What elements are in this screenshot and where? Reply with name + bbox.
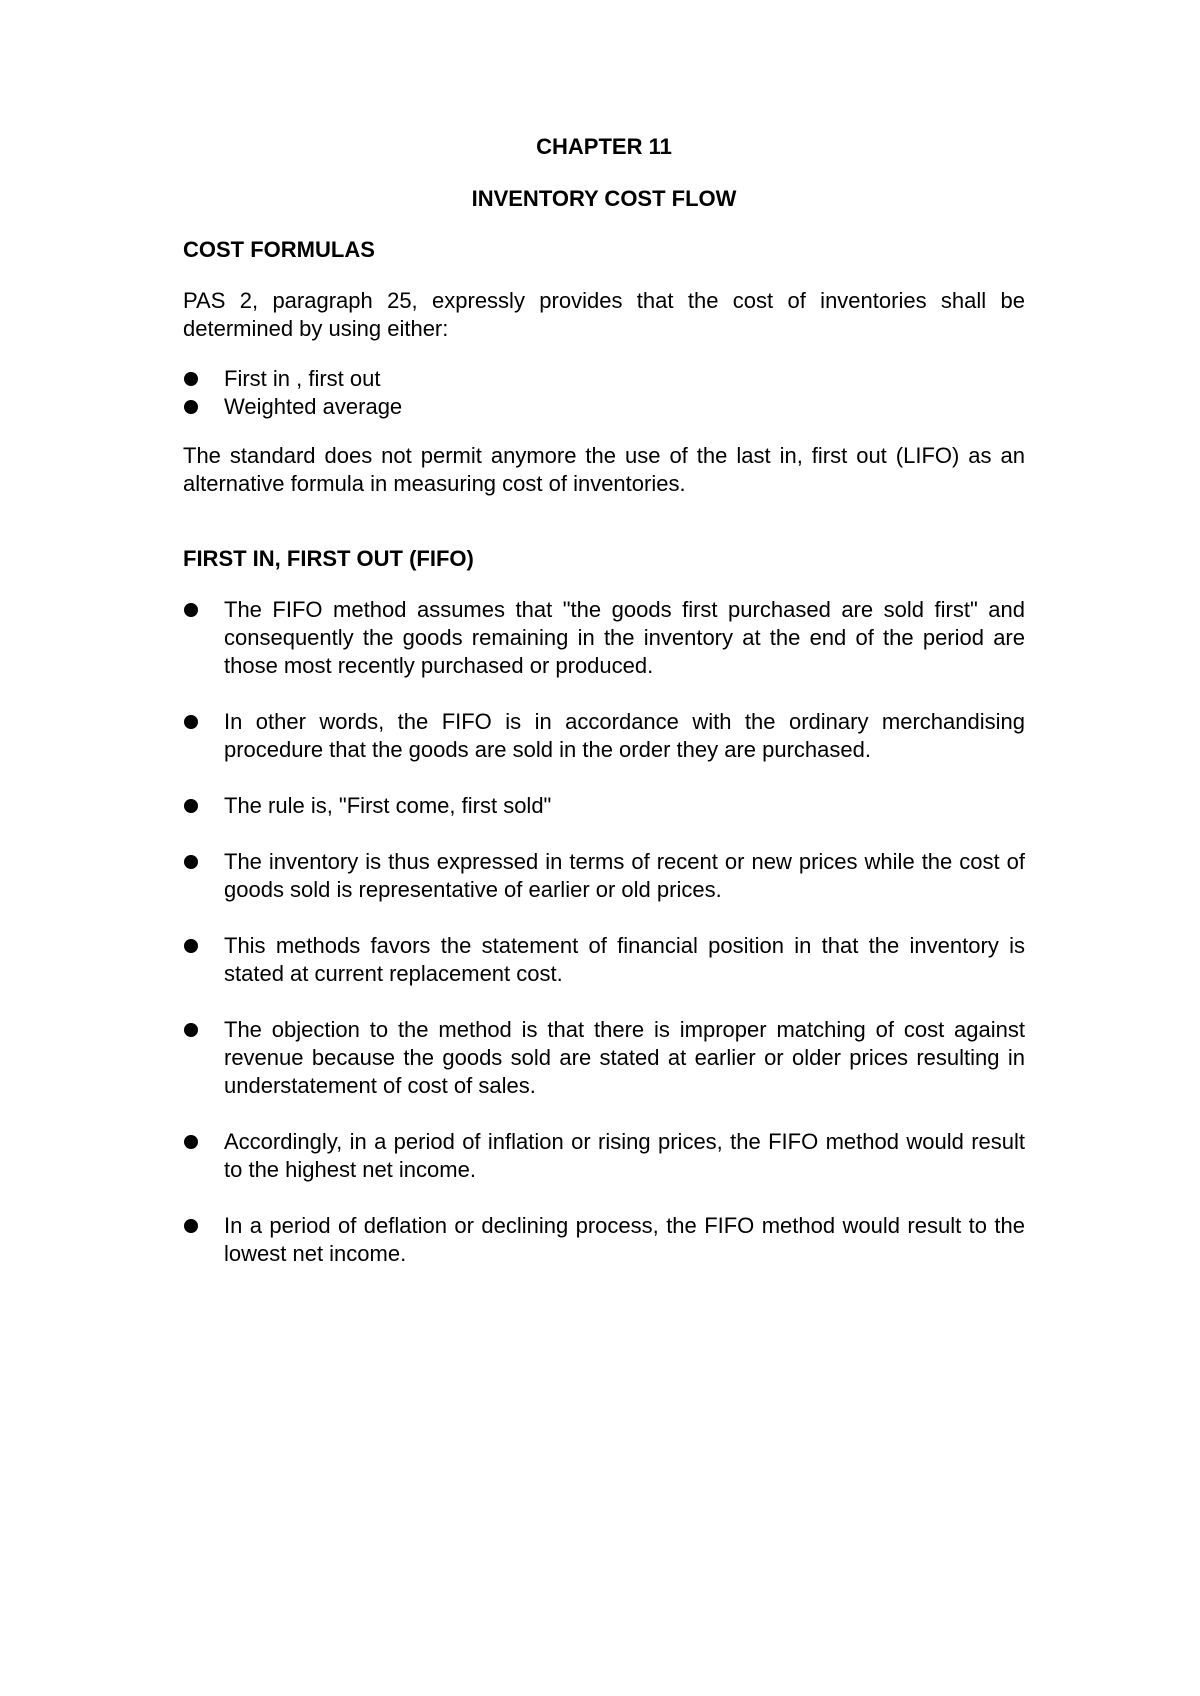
- list-item-text: In a period of deflation or declining process, the FIFO method would result to the lowest net income.: [224, 1213, 1025, 1266]
- list-item-text: The objection to the method is that there is improper matching of cost against revenue because the goods sold are stated at earlier or older prices resulting in understatement of cost of sales.: [224, 1017, 1025, 1098]
- list-item: [183, 792, 1025, 820]
- document-title: INVENTORY COST FLOW: [471, 186, 737, 211]
- bullet-icon: [184, 1219, 198, 1233]
- list-item-text: Weighted average: [224, 394, 403, 419]
- bullet-icon: [184, 1135, 198, 1149]
- list-item: [183, 1016, 1025, 1100]
- chapter-heading: CHAPTER 11: [536, 134, 672, 159]
- list-item-text: Accordingly, in a period of inflation or rising prices, the FIFO method would result to the highest net income.: [224, 1129, 1025, 1182]
- intro-paragraph: PAS 2, paragraph 25, expressly provides that the cost of inventories shall be determined by using either:: [183, 288, 1025, 341]
- lifo-paragraph: The standard does not permit anymore the use of the last in, first out (LIFO) as an alternative formula in measuring cost of inventories.: [183, 443, 1025, 496]
- list-item-text: This methods favors the statement of financial position in that the inventory is stated at current replacement cost.: [224, 933, 1025, 986]
- bullet-icon: [184, 715, 198, 729]
- cost-formula-list: [183, 365, 1025, 421]
- bullet-icon: [184, 799, 198, 813]
- list-item: [183, 365, 1025, 393]
- list-item: [183, 1212, 1025, 1268]
- list-item: [183, 932, 1025, 988]
- bullet-icon: [184, 1023, 198, 1037]
- list-item-text: The rule is, "First come, first sold": [224, 793, 552, 818]
- list-item-text: In other words, the FIFO is in accordance with the ordinary merchandising procedure that the goods are sold in the order they are purchased.: [224, 709, 1025, 762]
- list-item: [183, 1128, 1025, 1184]
- bullet-icon: [184, 939, 198, 953]
- section-heading-cost-formulas: COST FORMULAS: [183, 237, 375, 262]
- list-item: [183, 596, 1025, 680]
- list-item: [183, 708, 1025, 764]
- bullet-icon: [184, 372, 198, 386]
- list-item: [183, 848, 1025, 904]
- bullet-icon: [184, 400, 198, 414]
- list-item-text: The FIFO method assumes that "the goods first purchased are sold first" and consequently the goods remaining in the inventory at the end of the period are those most recently purchased or produced.: [224, 597, 1025, 678]
- bullet-icon: [184, 603, 198, 617]
- list-item-text: First in , first out: [224, 366, 381, 391]
- section-heading-fifo: FIRST IN, FIRST OUT (FIFO): [183, 546, 474, 571]
- list-item: [183, 393, 1025, 421]
- fifo-bullet-list: [183, 596, 1025, 1296]
- bullet-icon: [184, 855, 198, 869]
- list-item-text: The inventory is thus expressed in terms of recent or new prices while the cost of goods sold is representative of earlier or old prices.: [224, 849, 1025, 902]
